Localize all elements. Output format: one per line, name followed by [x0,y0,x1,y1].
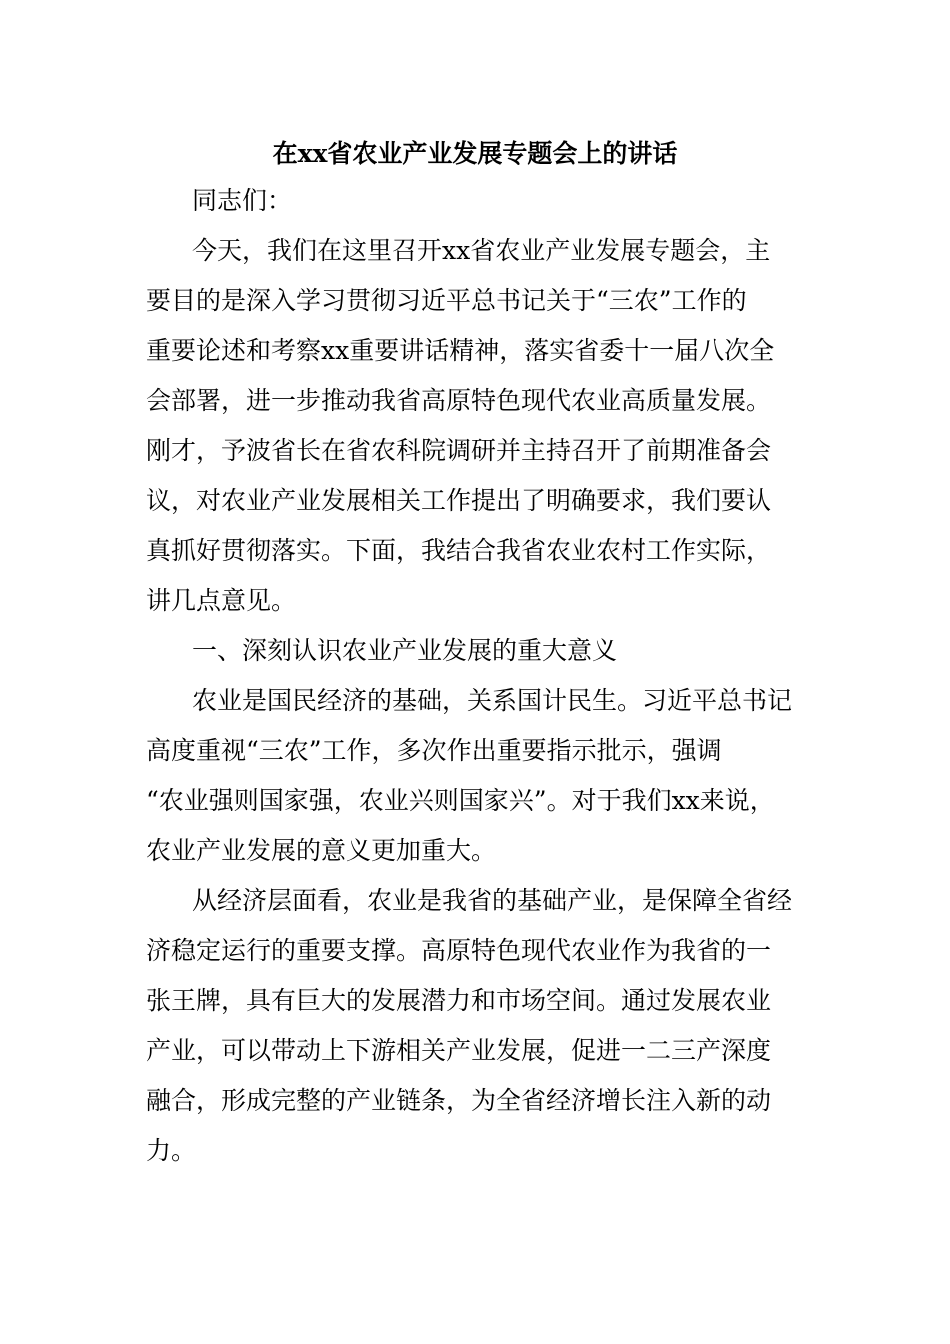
paragraph-line: 议，对农业产业发展相关工作提出了明确要求，我们要认 [146,486,772,515]
paragraph-line: 从经济层面看，农业是我省的基础产业，是保障全省经 [192,886,793,915]
paragraph-line: 要目的是深入学习贯彻习近平总书记关于“三农”工作的 [146,286,747,315]
document-title: 在xx省农业产业发展专题会上的讲话 [272,139,678,168]
paragraph-line: 高度重视“三农”工作，多次作出重要指示批示，强调 [146,736,722,765]
paragraph-line: 农业是国民经济的基础，关系国计民生。习近平总书记 [192,686,793,715]
paragraph-line: 产业，可以带动上下游相关产业发展，促进一二三产深度 [146,1036,772,1065]
salutation: 同志们： [192,186,293,215]
paragraph-line: 刚才，予波省长在省农科院调研并主持召开了前期准备会 [146,436,772,465]
paragraph-line: 农业产业发展的意义更加重大。 [146,836,497,865]
paragraph-line: 真抓好贯彻落实。下面，我结合我省农业农村工作实际， [146,536,772,565]
paragraph-line: 济稳定运行的重要支撑。高原特色现代农业作为我省的一 [146,936,772,965]
section-heading: 一、深刻认识农业产业发展的重大意义 [192,636,618,665]
paragraph-line: 今天，我们在这里召开xx省农业产业发展专题会，主 [192,236,771,265]
paragraph-line: “农业强则国家强，农业兴则国家兴”。对于我们xx来说， [146,786,775,815]
paragraph-line: 力。 [146,1136,197,1165]
paragraph-line: 重要论述和考察xx重要讲话精神，落实省委十一届八次全 [146,336,775,365]
paragraph-line: 张王牌，具有巨大的发展潜力和市场空间。通过发展农业 [146,986,772,1015]
paragraph-line: 融合，形成完整的产业链条，为全省经济增长注入新的动 [146,1086,772,1115]
paragraph-line: 讲几点意见。 [146,586,297,615]
paragraph-line: 会部署，进一步推动我省高原特色现代农业高质量发展。 [146,386,772,415]
